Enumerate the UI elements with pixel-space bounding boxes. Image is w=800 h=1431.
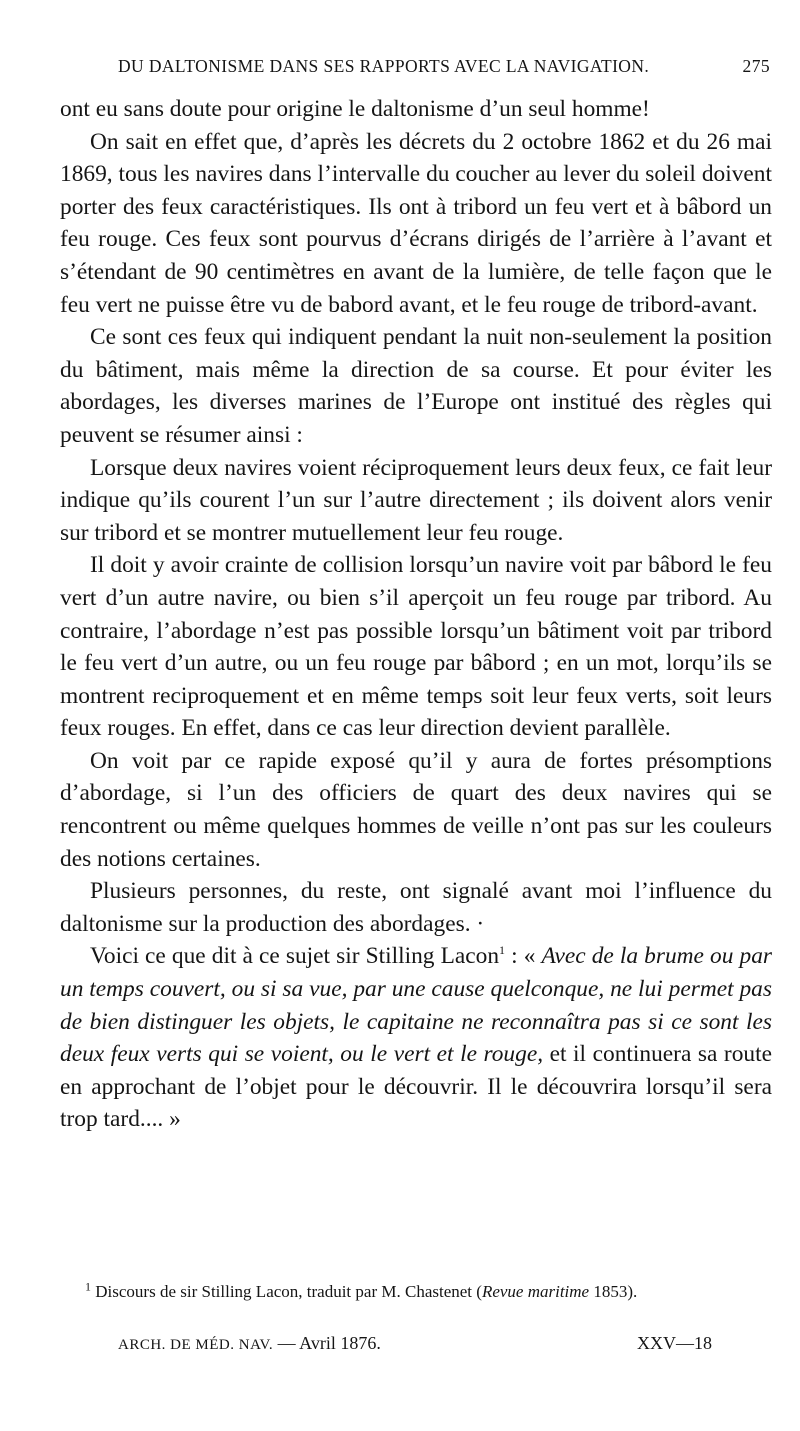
body-text	[60, 93, 772, 1136]
footnote-source: Revue maritime	[481, 1282, 590, 1301]
signature-mark: XXV—18	[637, 1333, 712, 1353]
footnote-text: Discours de sir Stilling Lacon, traduit par M. Chastenet (	[91, 1282, 482, 1301]
footnote-mark: 1	[85, 1279, 91, 1294]
footnote-reference[interactable]: 1	[499, 943, 506, 958]
paragraph-1: ont eu sans doute pour origine le daltonisme d’un seul homme!	[60, 96, 650, 122]
paragraph-7: Plusieurs personnes, du reste, ont signalé avant moi l’influence du daltonisme sur la production des abordages. ·	[60, 878, 772, 937]
paragraph-8-lead: Voici ce que dit à ce sujet sir Stilling Lacon	[90, 943, 500, 970]
footnote-year: 1853).	[589, 1282, 638, 1301]
paragraph-8-tail: et il continuera sa route en approchant de l’objet pour le découvrir. Il le découvrira lorsqu’il sera trop tard.... »	[60, 1041, 772, 1133]
issue-date: Avril 1876.	[299, 1333, 381, 1353]
footnote	[60, 1281, 772, 1303]
paragraph-2: On sait en effet que, d’après les décrets du 2 octobre 1862 et du 26 mai 1869, tous les navires dans l’intervalle du coucher au lever du soleil doivent porter des feux caractéristiques. Ils ont à tribord un feu vert et à bâbord un feu rouge. Ces feux sont pourvus d’écrans dirigés de l’arrière à l’avant et s’étendant de 90 centimètres en avant de la lumière, de telle façon que le feu vert ne puisse être vu de babord avant, et le feu rouge de tribord-avant.	[60, 128, 772, 318]
paragraph-8	[60, 940, 772, 1136]
page-number: 275	[742, 56, 770, 76]
paragraph-6: On voit par ce rapide exposé qu’il y aura de fortes présomptions d’abordage, si l’un des officiers de quart des deux navires qui se rencontrent ou même quelques hommes de veille n’ont pas sur les couleurs des notions certaines.	[60, 747, 772, 872]
journal-abbrev: ARCH. DE MÉD. NAV.	[118, 1337, 274, 1353]
paragraph-4: Lorsque deux navires voient réciproquement leurs deux feux, ce fait leur indique qu’ils courent l’un sur l’autre directement ; ils doivent alors venir sur tribord et se montrer mutuellement leur feu rouge.	[60, 454, 772, 546]
footer-citation	[118, 1333, 381, 1354]
footer-dash: —	[273, 1333, 300, 1353]
paragraph-5: Il doit y avoir crainte de collision lorsqu’un navire voit par bâbord le feu vert d’un autre navire, ou bien s’il aperçoit un feu rouge par tribord. Au contraire, l’abordage n’est pas possible lorsqu’un bâtiment voit par tribord le feu vert d’un autre, ou un feu rouge par bâbord ; en un mot, lorqu’ils se montrent reciproquement et en même temps soit leur feux verts, soit leurs feux rouges. En effet, dans ce cas leur direction devient parallèle.	[60, 552, 772, 742]
quote-open: : «	[505, 943, 542, 970]
paragraph-3: Ce sont ces feux qui indiquent pendant la nuit non-seulement la position du bâtiment, mais même la direction de sa course. Et pour éviter les abordages, les diverses marines de l’Europe ont institué des règles qui peuvent se résumer ainsi :	[60, 324, 772, 448]
running-title: DU DALTONISME DANS SES RAPPORTS AVEC LA NAVIGATION.	[118, 56, 650, 76]
quotation-italic: Avec de la brume ou par un temps couvert, ou si sa vue, par une cause quelconque, ne lui permet pas de bien distinguer les objets, le capitaine ne reconnaîtra pas si ce sont les deux feux verts qui se voient, ou le vert et le rouge,	[60, 943, 772, 1068]
